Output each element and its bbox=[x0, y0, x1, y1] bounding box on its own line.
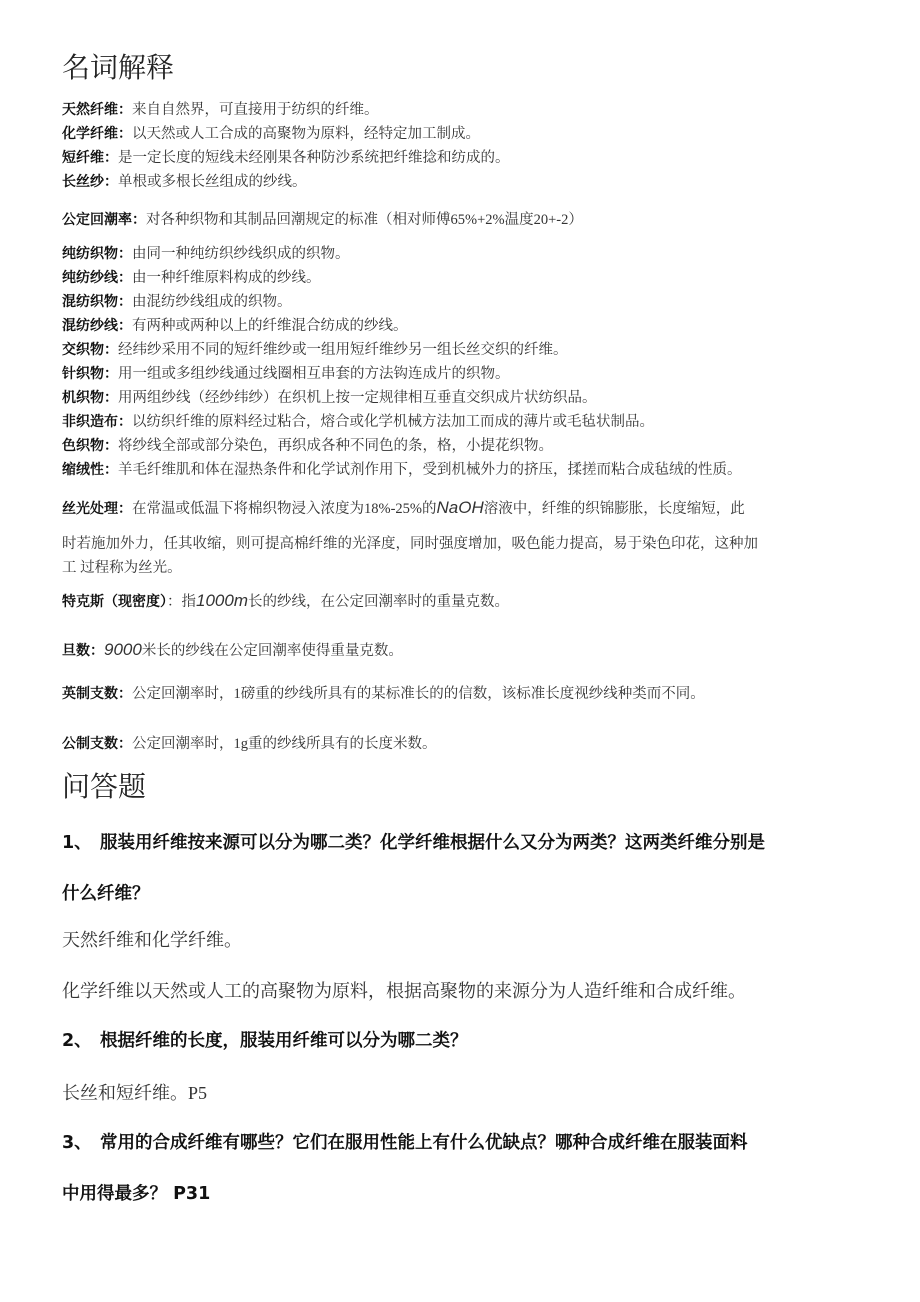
term: 短纤维： bbox=[62, 150, 118, 166]
text: ：指 bbox=[167, 594, 196, 610]
term: 公定回潮率： bbox=[62, 212, 146, 228]
definition bbox=[62, 434, 742, 458]
term: 纯纺纱线： bbox=[62, 270, 132, 286]
question-1-continued: 什么纤维？ bbox=[62, 884, 150, 904]
term: 混纺织物： bbox=[62, 294, 132, 310]
definition bbox=[62, 458, 742, 482]
question-number: 2、 bbox=[62, 1031, 92, 1051]
definition-body: 是一定长度的短线未经刚果各种防沙系统把纤维捻和纺成的。 bbox=[118, 150, 510, 166]
definition-body: 羊毛纤维肌和体在湿热条件和化学试剂作用下，受到机械外力的挤压，揉搓而粘合成毡绒的性质。 bbox=[118, 462, 742, 478]
section-title-terms: 名词解释 bbox=[62, 53, 175, 84]
question-text: 服装用纤维按来源可以分为哪二类？化学纤维根据什么又分为两类？这两类纤维分别是 bbox=[100, 833, 765, 853]
definition-tex bbox=[62, 589, 509, 614]
definition-body: 公定回潮率时，1磅重的纱线所具有的某标准长的的信数，该标准长度视纱线种类而不同。 bbox=[132, 686, 705, 702]
term: 缩绒性： bbox=[62, 462, 118, 478]
definition-metric-count bbox=[62, 732, 437, 756]
definition-body: 用一组或多组纱线通过线圈相互串套的方法钩连成片的织物。 bbox=[118, 366, 510, 382]
term: 机织物： bbox=[62, 390, 118, 406]
formula: NaOH bbox=[436, 498, 484, 517]
definition-body: 以天然或人工合成的高聚物为原料，经特定加工制成。 bbox=[132, 126, 480, 142]
term: 丝光处理： bbox=[62, 501, 132, 517]
question-text: 常用的合成纤维有哪些？它们在服用性能上有什么优缺点？哪种合成纤维在服装面料 bbox=[100, 1133, 748, 1153]
question-number: 3、 bbox=[62, 1133, 92, 1153]
mercerizing-line-3: 工 过程称为丝光。 bbox=[62, 560, 182, 576]
question-number: 1、 bbox=[62, 833, 92, 853]
term: 纯纺织物： bbox=[62, 246, 132, 262]
text: 长的纱线，在公定回潮率时的重量克数。 bbox=[247, 594, 509, 610]
definition-denier bbox=[62, 638, 403, 663]
definition-body: 经纬纱采用不同的短纤维纱或一组用短纤维纱另一组长丝交织的纤维。 bbox=[118, 342, 568, 358]
definition-body: 来自自然界，可直接用于纺织的纤维。 bbox=[132, 102, 379, 118]
definitions-group-a bbox=[62, 98, 510, 194]
text: 在常温或低温下将棉织物浸入浓度为18%-25%的 bbox=[132, 501, 437, 517]
answer: 天然纤维和化学纤维。 bbox=[62, 930, 242, 950]
term: 公制支数： bbox=[62, 736, 132, 752]
definition-moisture-regain bbox=[62, 208, 583, 232]
answer: 化学纤维以天然或人工的高聚物为原料，根据高聚物的来源分为人造纤维和合成纤维。 bbox=[62, 981, 746, 1001]
definition bbox=[62, 266, 742, 290]
definition bbox=[62, 122, 510, 146]
term: 混纺纱线： bbox=[62, 318, 132, 334]
question-3 bbox=[62, 1129, 748, 1154]
definition bbox=[62, 98, 510, 122]
definition-body: 以纺织纤维的原料经过粘合，熔合或化学机械方法加工而成的薄片或毛毡状制品。 bbox=[132, 414, 654, 430]
definitions-group-b bbox=[62, 242, 742, 482]
mercerizing-line-1 bbox=[62, 496, 758, 521]
definition-mercerizing bbox=[62, 496, 758, 580]
definition-body: 用两组纱线（经纱纬纱）在织机上按一定规律相互垂直交织成片状纺织品。 bbox=[118, 390, 597, 406]
value: 9000 bbox=[104, 640, 142, 659]
definition-english-count bbox=[62, 682, 705, 706]
definition-body: 单根或多根长丝组成的纱线。 bbox=[118, 174, 307, 190]
definition-body: 将纱线全部或部分染色，再织成各种不同色的条，格，小提花织物。 bbox=[118, 438, 553, 454]
definition-body: 由一种纤维原料构成的纱线。 bbox=[132, 270, 321, 286]
question-text: 根据纤维的长度，服装用纤维可以分为哪二类？ bbox=[100, 1031, 468, 1051]
question-2 bbox=[62, 1027, 468, 1052]
definition bbox=[62, 146, 510, 170]
definition-body: 由混纺纱线组成的织物。 bbox=[132, 294, 292, 310]
term: 针织物： bbox=[62, 366, 118, 382]
definition bbox=[62, 338, 742, 362]
mercerizing-line-2: 时若施加外力，任其收缩，则可提高棉纤维的光泽度，同时强度增加，吸色能力提高，易于染色印花，这种加 bbox=[62, 536, 758, 552]
section-title-qa: 问答题 bbox=[62, 772, 147, 803]
term: 交织物： bbox=[62, 342, 118, 358]
definition bbox=[62, 242, 742, 266]
answer: 长丝和短纤维。P5 bbox=[62, 1083, 208, 1103]
term: 化学纤维： bbox=[62, 126, 132, 142]
question-1 bbox=[62, 829, 765, 854]
definition bbox=[62, 170, 510, 194]
definition bbox=[62, 290, 742, 314]
definition bbox=[62, 314, 742, 338]
definition bbox=[62, 386, 742, 410]
text: 溶液中，纤维的织锦膨胀，长度缩短，此 bbox=[483, 501, 745, 517]
definition-body: 公定回潮率时，1g重的纱线所具有的长度米数。 bbox=[132, 736, 437, 752]
definition-body: 对各种织物和其制品回潮规定的标准（相对师傅65%+2%温度20+-2） bbox=[146, 212, 583, 228]
text: 米长的纱线在公定回潮率使得重量克数。 bbox=[141, 643, 403, 659]
term: 长丝纱： bbox=[62, 174, 118, 190]
question-3-continued: 中用得最多？ P31 bbox=[62, 1184, 211, 1204]
term: 非织造布： bbox=[62, 414, 132, 430]
term: 色织物： bbox=[62, 438, 118, 454]
term: 旦数： bbox=[62, 643, 104, 659]
term: 天然纤维： bbox=[62, 102, 132, 118]
term: 英制支数： bbox=[62, 686, 132, 702]
definition-body: 有两种或两种以上的纤维混合纺成的纱线。 bbox=[132, 318, 408, 334]
value: 1000m bbox=[196, 591, 248, 610]
term: 特克斯（现密度） bbox=[62, 594, 167, 610]
definition bbox=[62, 410, 742, 434]
definition-body: 由同一种纯纺织纱线织成的织物。 bbox=[132, 246, 350, 262]
definition bbox=[62, 362, 742, 386]
